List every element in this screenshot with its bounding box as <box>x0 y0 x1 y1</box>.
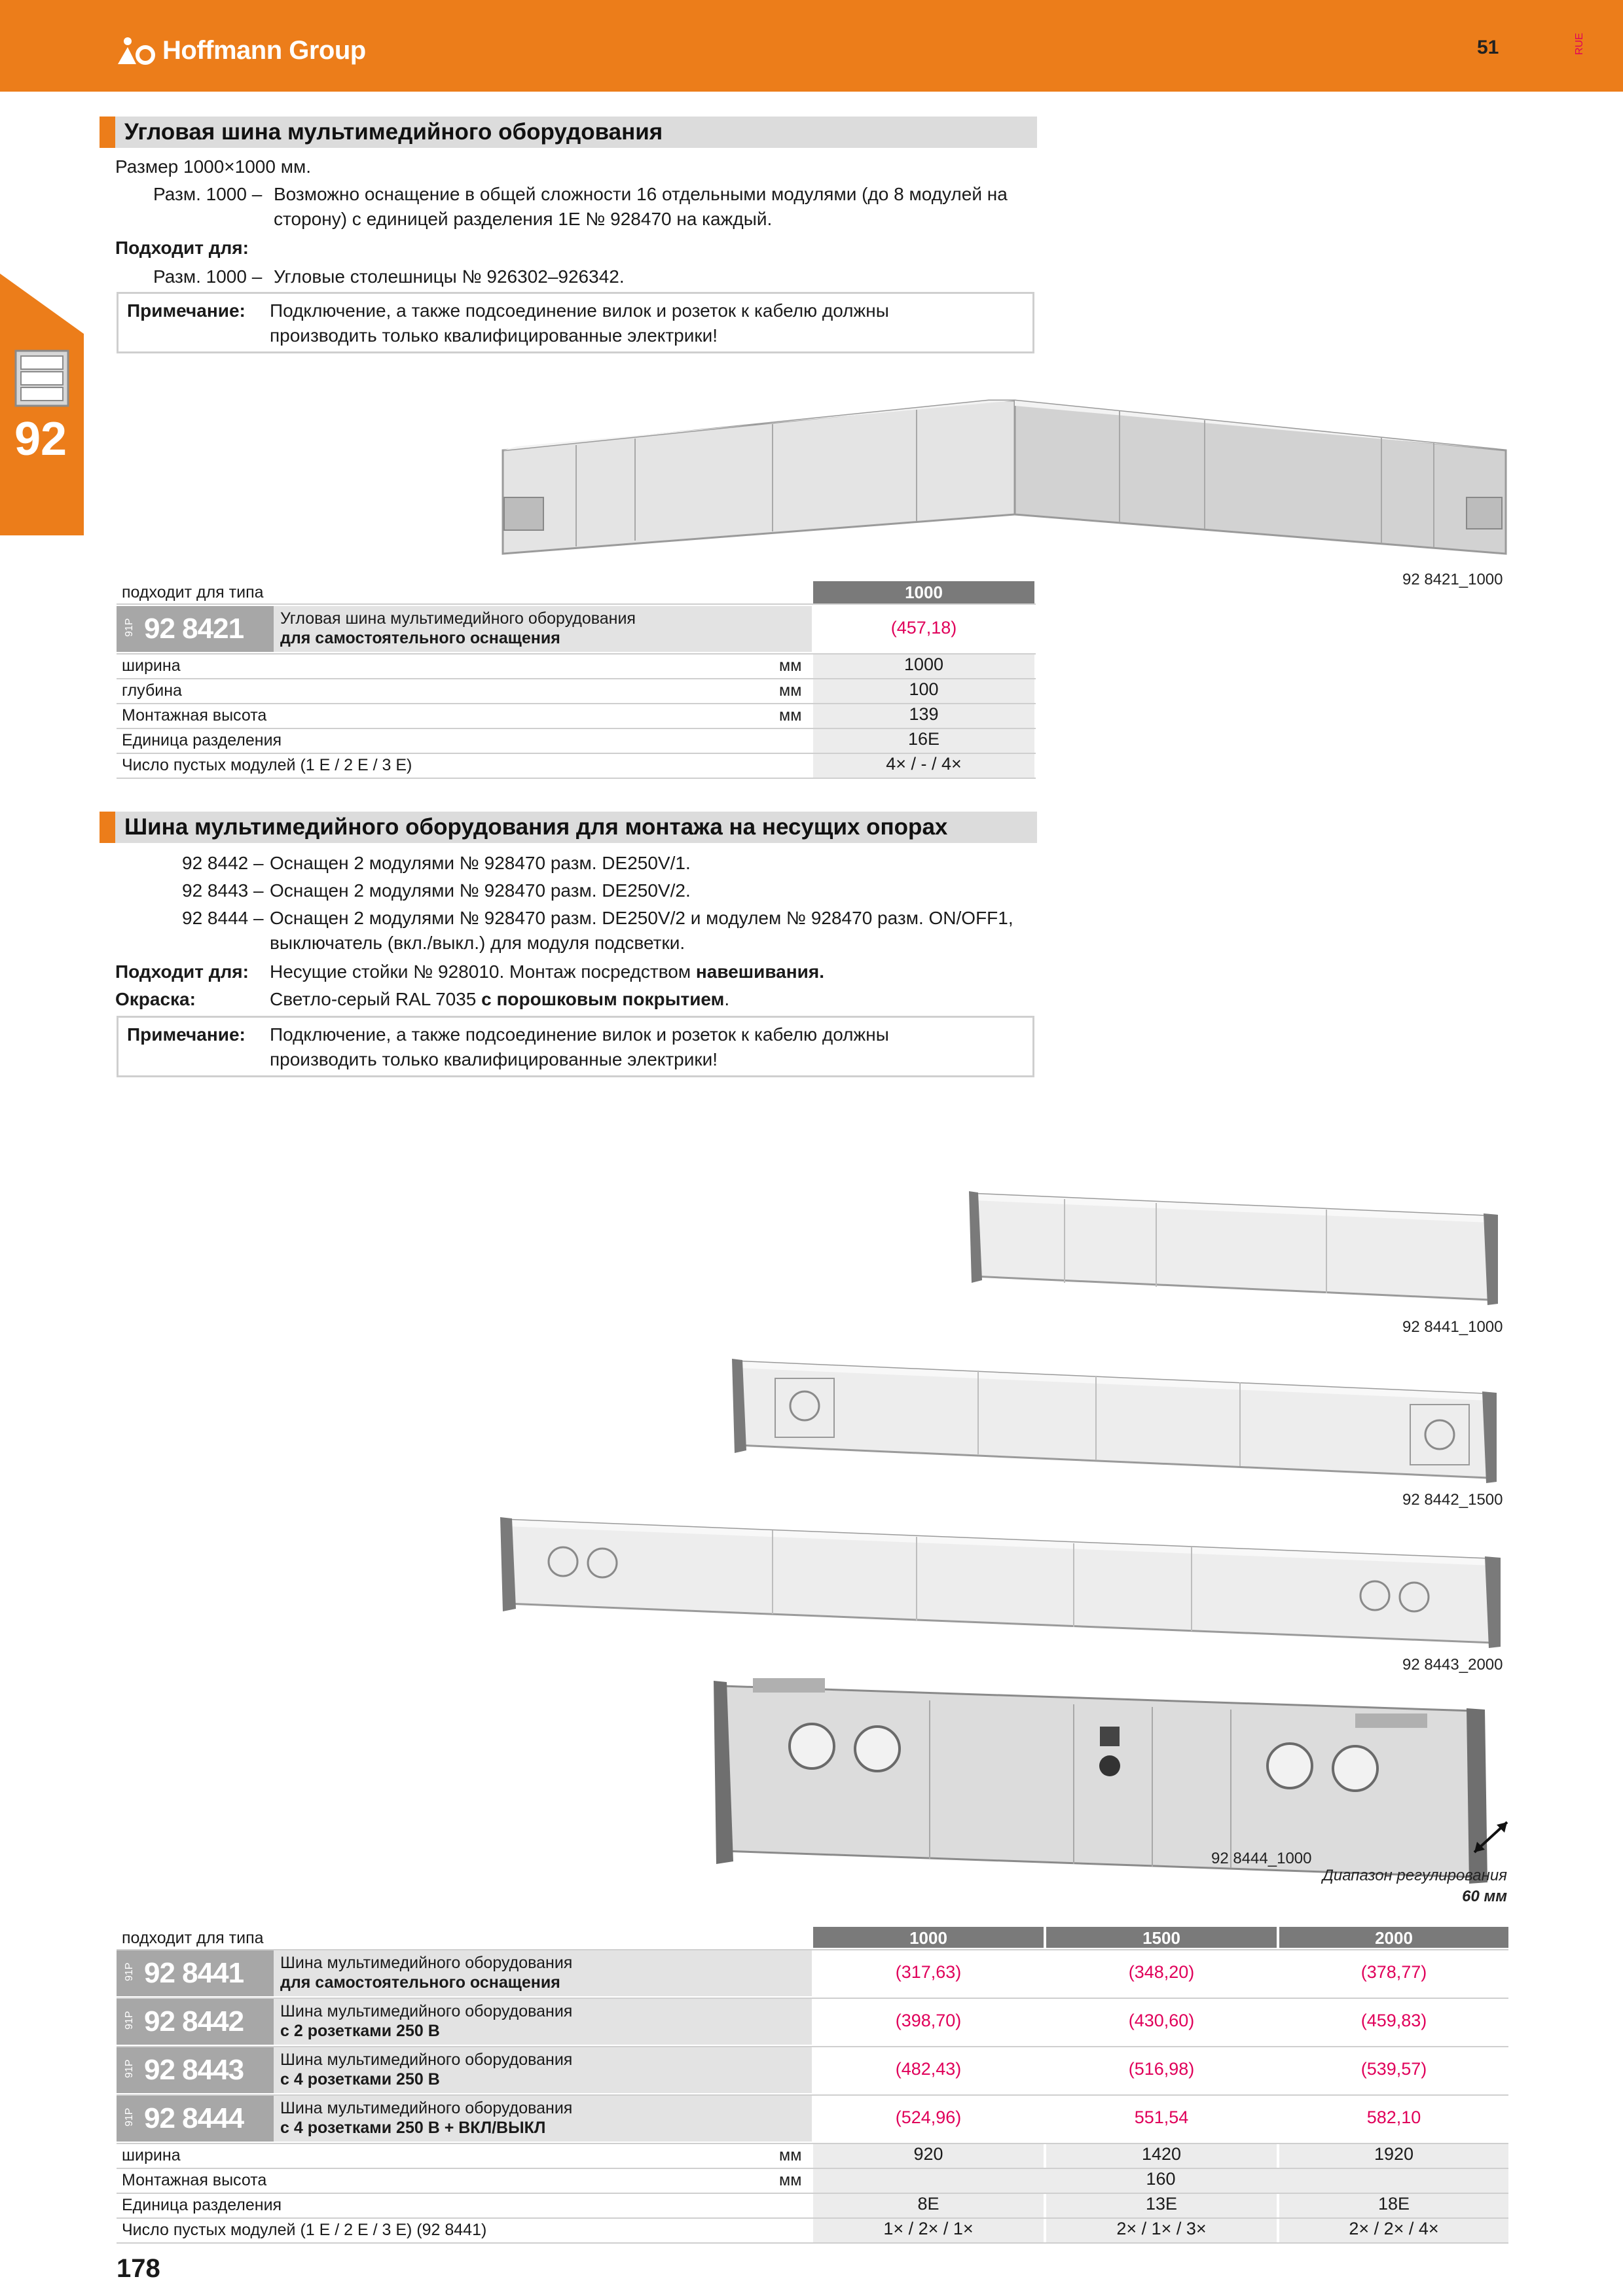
article-box-928441 <box>117 1950 274 1996</box>
article-desc-line-1: Шина мультимедийного оборудования <box>280 2051 573 2069</box>
article-desc-928441 <box>274 1950 812 1996</box>
language-code: RUE <box>1574 33 1585 55</box>
spec2-height-unit: мм <box>779 2171 802 2189</box>
size-text-1: Возможно оснащение в общей сложности 16 отдельными модулями (до 8 модулей на <box>274 184 1008 204</box>
item-text-8444-1: Оснащен 2 модулями № 928470 разм. DE250V/2 и модулем № 928470 разм. ON/OFF1, <box>270 908 1013 928</box>
note-label: Примечание: <box>127 300 246 321</box>
article-prefix: 91P <box>124 618 135 637</box>
item-text-8442: Оснащен 2 модулями № 928470 разм. DE250V/1. <box>270 853 691 873</box>
paint-text-bold: с порошковым покрытием <box>481 989 725 1009</box>
table1-line <box>117 778 1036 779</box>
price-928441-2000: (378,77) <box>1360 1962 1427 1982</box>
article-box-928442 <box>117 1999 274 2045</box>
item-code-8442: 92 8442 – <box>182 853 264 873</box>
article-desc-line-1: Шина мультимедийного оборудования <box>280 1954 573 1972</box>
bus-928444-image <box>707 1674 1493 1890</box>
bus-928442-image <box>729 1354 1503 1484</box>
fits-size-label: Разм. 1000 – <box>153 266 263 287</box>
article-prefix: 91P <box>124 2059 135 2078</box>
bus-928441-image <box>966 1185 1503 1309</box>
article-box-928421 <box>117 606 274 652</box>
adjust-range-value: 60 мм <box>1462 1888 1507 1905</box>
price-928443-2000: (539,57) <box>1360 2059 1427 2079</box>
article-box-928444 <box>117 2096 274 2142</box>
spec-modules-label: Число пустых модулей (1 E / 2 E / 3 E) <box>122 756 412 774</box>
page-number-top: 51 <box>1477 37 1499 58</box>
table1-header-label: подходит для типа <box>122 583 264 601</box>
image-caption-8441: 92 8441_1000 <box>1402 1318 1503 1336</box>
article-number: 92 8441 <box>144 1957 244 1989</box>
adjust-arrow-icon <box>1468 1816 1514 1859</box>
table1-header-line <box>117 603 1036 605</box>
spec-unit-label: Единица разделения <box>122 731 282 749</box>
note-text-2-2: производить только квалифицированные электрики! <box>270 1049 718 1069</box>
paint-label: Окраска: <box>115 989 196 1009</box>
spec2-width-1500: 1420 <box>1046 2144 1277 2168</box>
adjust-range-label: Диапазон регулирования <box>1322 1867 1507 1884</box>
fits-text-2 <box>270 960 824 984</box>
spec-width-value: 1000 <box>813 655 1034 678</box>
note-label-2: Примечание: <box>127 1024 246 1045</box>
table2-header-label: подходит для типа <box>122 1929 264 1947</box>
price-928444-1000: (524,96) <box>895 2108 962 2127</box>
item-text-8443: Оснащен 2 модулями № 928470 разм. DE250V/2. <box>270 880 691 901</box>
image-caption-8421: 92 8421_1000 <box>1402 571 1503 588</box>
article-desc-928442 <box>274 1999 812 2045</box>
price-928443-1500: (516,98) <box>1128 2059 1195 2079</box>
price-928441-1500: (348,20) <box>1128 1962 1195 1982</box>
spec2-unit-2000: 18E <box>1279 2194 1508 2217</box>
image-caption-8443: 92 8443_2000 <box>1402 1656 1503 1674</box>
note-text-2-1: Подключение, а также подсоединение вилок и розеток к кабелю должны <box>270 1024 889 1045</box>
price-928443-1000: (482,43) <box>895 2059 962 2079</box>
article-desc-line-2: для самостоятельного оснащения <box>280 1973 560 1992</box>
price-928421: (457,18) <box>890 618 957 637</box>
fits-label-2: Подходит для: <box>115 961 249 982</box>
spec-modules-value: 4× / - / 4× <box>813 754 1034 778</box>
article-number: 92 8444 <box>144 2102 244 2134</box>
spec-height-label: Монтажная высота <box>122 706 267 725</box>
item-text-8444-2: выключатель (вкл./выкл.) для модуля подсветки. <box>270 933 685 953</box>
article-desc-928421 <box>274 606 812 652</box>
spec-width-label: ширина <box>122 656 181 675</box>
section-title-corner-bus: Угловая шина мультимедийного оборудования <box>100 117 1037 148</box>
spec2-modules-2000: 2× / 2× / 4× <box>1279 2219 1508 2242</box>
spec2-modules-1500: 2× / 1× / 3× <box>1046 2219 1277 2242</box>
article-desc-line-2: с 2 розетками 250 В <box>280 2022 440 2040</box>
article-number: 92 8442 <box>144 2005 244 2037</box>
article-number: 92 8443 <box>144 2054 244 2086</box>
spec2-modules-label: Число пустых модулей (1 E / 2 E / 3 E) (92 8441) <box>122 2221 487 2239</box>
paint-text <box>270 987 729 1012</box>
spec2-unit-1000: 8E <box>813 2194 1044 2217</box>
note-text-1: Подключение, а также подсоединение вилок и розеток к кабелю должны <box>270 300 889 321</box>
page-number-bottom: 178 <box>117 2254 160 2283</box>
size-label: Разм. 1000 – <box>153 184 263 204</box>
spec-unit-value: 16E <box>813 729 1034 753</box>
spec2-unit-label: Единица разделения <box>122 2196 282 2214</box>
fits-text-2-bold: навешивания. <box>695 961 824 982</box>
price-928442-1500: (430,60) <box>1128 2011 1195 2030</box>
item-code-8444: 92 8444 – <box>182 908 264 928</box>
item-code-8443: 92 8443 – <box>182 880 264 901</box>
paint-text-end: . <box>724 989 730 1009</box>
table1-col-1000: 1000 <box>813 581 1034 603</box>
price-928444-1500: 551,54 <box>1134 2108 1189 2127</box>
image-caption-8442: 92 8442_1500 <box>1402 1491 1503 1509</box>
hoffmann-logo-icon <box>117 35 157 65</box>
table2-line <box>117 2242 1508 2244</box>
spec-height-unit: мм <box>779 706 802 725</box>
article-prefix: 91P <box>124 2108 135 2126</box>
article-prefix: 91P <box>124 1962 135 1981</box>
spec2-height-label: Монтажная высота <box>122 2171 267 2189</box>
bus-928443-image <box>498 1511 1506 1649</box>
article-desc-928443 <box>274 2047 812 2093</box>
fits-text: Угловые столешницы № 926302–926342. <box>274 266 625 287</box>
article-box-928443 <box>117 2047 274 2093</box>
spec-height-value: 139 <box>813 704 1034 728</box>
spec-depth-label: глубина <box>122 681 182 700</box>
cabinet-icon <box>14 350 69 407</box>
article-desc-line-2: для самостоятельного оснащения <box>280 629 560 647</box>
chapter-number: 92 <box>14 413 67 465</box>
price-928441-1000: (317,63) <box>895 1962 962 1982</box>
spec-depth-unit: мм <box>779 681 802 700</box>
article-desc-line-2: с 4 розетками 250 В <box>280 2070 440 2089</box>
spec2-height-value: 160 <box>813 2169 1508 2193</box>
brand-logo <box>117 34 366 67</box>
spec2-width-unit: мм <box>779 2146 802 2164</box>
article-desc-line-1: Шина мультимедийного оборудования <box>280 2099 573 2117</box>
price-928444-2000: 582,10 <box>1366 2108 1421 2127</box>
table2-col-1500: 1500 <box>1046 1927 1277 1948</box>
article-desc-928444 <box>274 2096 812 2142</box>
spec2-unit-1500: 13E <box>1046 2194 1277 2217</box>
section-title-support-bus: Шина мультимедийного оборудования для монтажа на несущих опорах <box>100 812 1037 843</box>
image-caption-8444: 92 8444_1000 <box>1211 1850 1312 1867</box>
spec2-modules-1000: 1× / 2× / 1× <box>813 2219 1044 2242</box>
table2-col-1000: 1000 <box>813 1927 1044 1948</box>
fits-label: Подходит для: <box>115 238 249 258</box>
article-desc-line-2: с 4 розетками 250 В + ВКЛ/ВЫКЛ <box>280 2119 546 2137</box>
article-prefix: 91P <box>124 2011 135 2030</box>
price-928442-2000: (459,83) <box>1360 2011 1427 2030</box>
brand-name: Hoffmann Group <box>162 35 366 65</box>
corner-bus-image <box>498 386 1519 563</box>
size-text-2: сторону) с единицей разделения 1E № 928470 на каждый. <box>274 209 773 229</box>
price-928442-1000: (398,70) <box>895 2011 962 2030</box>
spec-width-unit: мм <box>779 656 802 675</box>
fits-text-2-plain: Несущие стойки № 928010. Монтаж посредством <box>270 961 696 982</box>
article-number: 92 8421 <box>144 613 244 645</box>
spec2-width-1000: 920 <box>813 2144 1044 2168</box>
article-desc-line-1: Шина мультимедийного оборудования <box>280 2002 573 2020</box>
spec-depth-value: 100 <box>813 679 1034 703</box>
note-text-2: производить только квалифицированные электрики! <box>270 325 718 346</box>
paint-text-plain: Светло-серый RAL 7035 <box>270 989 482 1009</box>
size-line: Размер 1000×1000 мм. <box>115 156 312 177</box>
spec2-width-label: ширина <box>122 2146 181 2164</box>
article-desc-line-1: Угловая шина мультимедийного оборудования <box>280 609 636 628</box>
table2-col-2000: 2000 <box>1279 1927 1508 1948</box>
spec2-width-2000: 1920 <box>1279 2144 1508 2168</box>
